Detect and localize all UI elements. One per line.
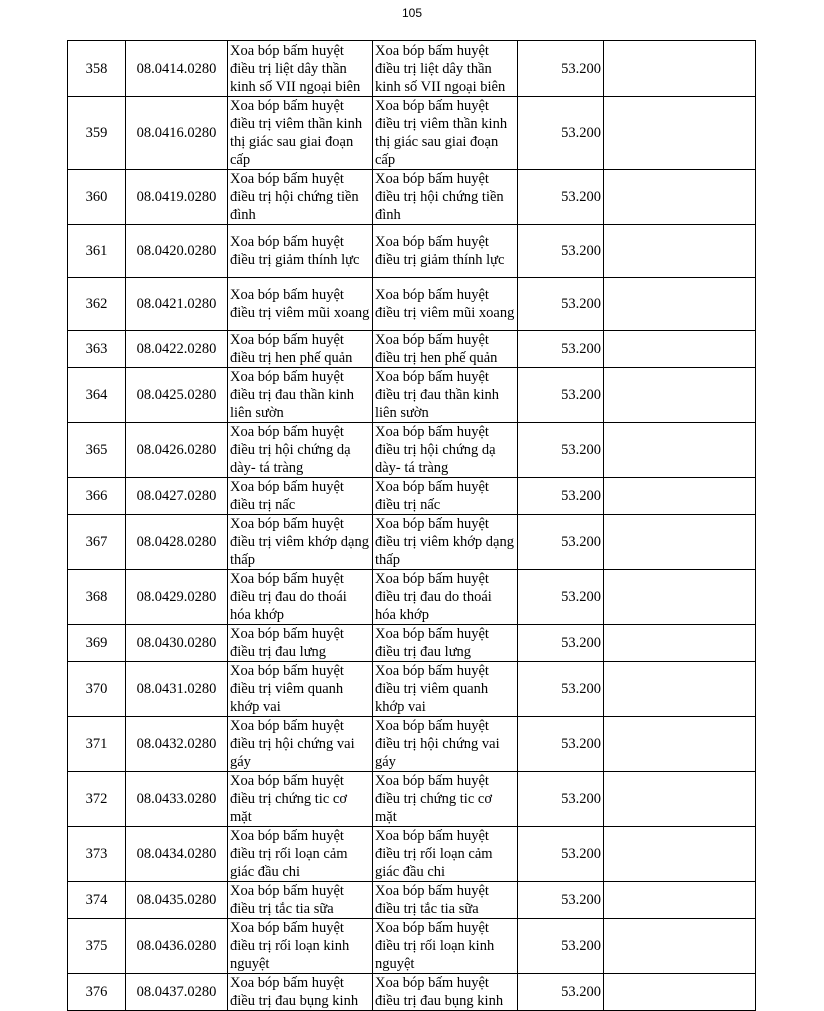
note-cell [604,97,756,170]
note-cell [604,772,756,827]
service-code-cell: 08.0430.0280 [126,625,228,662]
row-number-cell: 363 [68,331,126,368]
service-name-alt-cell: Xoa bóp bấm huyệt điều trị nấc [373,478,518,515]
service-code-cell: 08.0434.0280 [126,827,228,882]
table-row [68,827,756,882]
service-name-cell: Xoa bóp bấm huyệt điều trị đau thần kinh liên sườn [228,368,373,423]
table-row [68,97,756,170]
service-name-alt-cell: Xoa bóp bấm huyệt điều trị hội chứng dạ dày- tá tràng [373,423,518,478]
note-cell [604,570,756,625]
table-row [68,570,756,625]
note-cell [604,170,756,225]
price-cell: 53.200 [518,974,604,1011]
table-row [68,882,756,919]
service-name-cell: Xoa bóp bấm huyệt điều trị nấc [228,478,373,515]
table-row [68,974,756,1011]
price-cell: 53.200 [518,97,604,170]
service-name-alt-cell: Xoa bóp bấm huyệt điều trị viêm quanh khớp vai [373,662,518,717]
price-cell: 53.200 [518,423,604,478]
service-name-cell: Xoa bóp bấm huyệt điều trị rối loạn kinh nguyệt [228,919,373,974]
table-row [68,331,756,368]
service-name-cell: Xoa bóp bấm huyệt điều trị hội chứng vai gáy [228,717,373,772]
price-cell: 53.200 [518,225,604,278]
service-code-cell: 08.0433.0280 [126,772,228,827]
price-cell: 53.200 [518,882,604,919]
table-row [68,41,756,97]
row-number-cell: 369 [68,625,126,662]
table-row [68,225,756,278]
row-number-cell: 361 [68,225,126,278]
note-cell [604,225,756,278]
service-code-cell: 08.0421.0280 [126,278,228,331]
service-code-cell: 08.0414.0280 [126,41,228,97]
row-number-cell: 372 [68,772,126,827]
service-code-cell: 08.0426.0280 [126,423,228,478]
note-cell [604,368,756,423]
service-name-alt-cell: Xoa bóp bấm huyệt điều trị tắc tia sữa [373,882,518,919]
note-cell [604,278,756,331]
service-code-cell: 08.0431.0280 [126,662,228,717]
price-cell: 53.200 [518,170,604,225]
service-price-table [67,40,756,1011]
service-name-cell: Xoa bóp bấm huyệt điều trị rối loạn cảm giác đầu chi [228,827,373,882]
row-number-cell: 373 [68,827,126,882]
note-cell [604,478,756,515]
service-name-cell: Xoa bóp bấm huyệt điều trị viêm mũi xoang [228,278,373,331]
price-cell: 53.200 [518,772,604,827]
table-row [68,625,756,662]
row-number-cell: 360 [68,170,126,225]
service-name-alt-cell: Xoa bóp bấm huyệt điều trị hội chứng tiền đình [373,170,518,225]
note-cell [604,515,756,570]
service-code-cell: 08.0420.0280 [126,225,228,278]
note-cell [604,827,756,882]
price-cell: 53.200 [518,515,604,570]
price-cell: 53.200 [518,41,604,97]
table-body [68,41,756,1011]
service-code-cell: 08.0435.0280 [126,882,228,919]
note-cell [604,974,756,1011]
service-name-cell: Xoa bóp bấm huyệt điều trị hen phế quản [228,331,373,368]
service-name-cell: Xoa bóp bấm huyệt điều trị viêm thần kinh thị giác sau giai đoạn cấp [228,97,373,170]
service-name-cell: Xoa bóp bấm huyệt điều trị viêm khớp dạng thấp [228,515,373,570]
table-row [68,368,756,423]
row-number-cell: 375 [68,919,126,974]
price-cell: 53.200 [518,331,604,368]
note-cell [604,625,756,662]
row-number-cell: 358 [68,41,126,97]
table-row [68,278,756,331]
row-number-cell: 365 [68,423,126,478]
service-name-cell: Xoa bóp bấm huyệt điều trị giảm thính lực [228,225,373,278]
price-cell: 53.200 [518,662,604,717]
service-name-alt-cell: Xoa bóp bấm huyệt điều trị rối loạn kinh nguyệt [373,919,518,974]
service-code-cell: 08.0436.0280 [126,919,228,974]
row-number-cell: 371 [68,717,126,772]
service-name-alt-cell: Xoa bóp bấm huyệt điều trị hội chứng vai gáy [373,717,518,772]
note-cell [604,717,756,772]
note-cell [604,331,756,368]
service-name-alt-cell: Xoa bóp bấm huyệt điều trị liệt dây thần kinh số VII ngoại biên [373,41,518,97]
service-name-cell: Xoa bóp bấm huyệt điều trị hội chứng dạ dày- tá tràng [228,423,373,478]
service-name-alt-cell: Xoa bóp bấm huyệt điều trị viêm mũi xoang [373,278,518,331]
service-code-cell: 08.0416.0280 [126,97,228,170]
row-number-cell: 370 [68,662,126,717]
service-code-cell: 08.0419.0280 [126,170,228,225]
price-cell: 53.200 [518,570,604,625]
service-name-cell: Xoa bóp bấm huyệt điều trị đau bụng kinh [228,974,373,1011]
service-code-cell: 08.0425.0280 [126,368,228,423]
service-name-alt-cell: Xoa bóp bấm huyệt điều trị hen phế quản [373,331,518,368]
page-number: 105 [401,6,423,20]
price-cell: 53.200 [518,919,604,974]
service-name-cell: Xoa bóp bấm huyệt điều trị liệt dây thần kinh số VII ngoại biên [228,41,373,97]
service-name-alt-cell: Xoa bóp bấm huyệt điều trị đau do thoái hóa khớp [373,570,518,625]
price-cell: 53.200 [518,478,604,515]
note-cell [604,882,756,919]
service-code-cell: 08.0422.0280 [126,331,228,368]
table-row [68,170,756,225]
table-row [68,919,756,974]
price-cell: 53.200 [518,278,604,331]
service-name-alt-cell: Xoa bóp bấm huyệt điều trị rối loạn cảm giác đầu chi [373,827,518,882]
price-cell: 53.200 [518,625,604,662]
note-cell [604,919,756,974]
service-name-cell: Xoa bóp bấm huyệt điều trị chứng tic cơ mặt [228,772,373,827]
service-name-alt-cell: Xoa bóp bấm huyệt điều trị giảm thính lực [373,225,518,278]
service-name-cell: Xoa bóp bấm huyệt điều trị viêm quanh khớp vai [228,662,373,717]
service-code-cell: 08.0427.0280 [126,478,228,515]
service-name-alt-cell: Xoa bóp bấm huyệt điều trị đau bụng kinh [373,974,518,1011]
service-name-cell: Xoa bóp bấm huyệt điều trị đau lưng [228,625,373,662]
service-name-alt-cell: Xoa bóp bấm huyệt điều trị đau lưng [373,625,518,662]
service-code-cell: 08.0429.0280 [126,570,228,625]
price-cell: 53.200 [518,827,604,882]
service-code-cell: 08.0437.0280 [126,974,228,1011]
row-number-cell: 368 [68,570,126,625]
row-number-cell: 359 [68,97,126,170]
service-name-alt-cell: Xoa bóp bấm huyệt điều trị viêm thần kinh thị giác sau giai đoạn cấp [373,97,518,170]
service-name-alt-cell: Xoa bóp bấm huyệt điều trị viêm khớp dạng thấp [373,515,518,570]
table-row [68,662,756,717]
table-row [68,478,756,515]
row-number-cell: 364 [68,368,126,423]
service-name-alt-cell: Xoa bóp bấm huyệt điều trị chứng tic cơ mặt [373,772,518,827]
table-row [68,423,756,478]
row-number-cell: 374 [68,882,126,919]
service-name-alt-cell: Xoa bóp bấm huyệt điều trị đau thần kinh liên sườn [373,368,518,423]
note-cell [604,41,756,97]
row-number-cell: 367 [68,515,126,570]
service-name-cell: Xoa bóp bấm huyệt điều trị hội chứng tiền đình [228,170,373,225]
service-name-cell: Xoa bóp bấm huyệt điều trị tắc tia sữa [228,882,373,919]
row-number-cell: 366 [68,478,126,515]
table-row [68,515,756,570]
note-cell [604,423,756,478]
table-row [68,717,756,772]
service-name-cell: Xoa bóp bấm huyệt điều trị đau do thoái hóa khớp [228,570,373,625]
price-cell: 53.200 [518,368,604,423]
table-row [68,772,756,827]
row-number-cell: 362 [68,278,126,331]
note-cell [604,662,756,717]
row-number-cell: 376 [68,974,126,1011]
service-code-cell: 08.0432.0280 [126,717,228,772]
price-cell: 53.200 [518,717,604,772]
service-code-cell: 08.0428.0280 [126,515,228,570]
